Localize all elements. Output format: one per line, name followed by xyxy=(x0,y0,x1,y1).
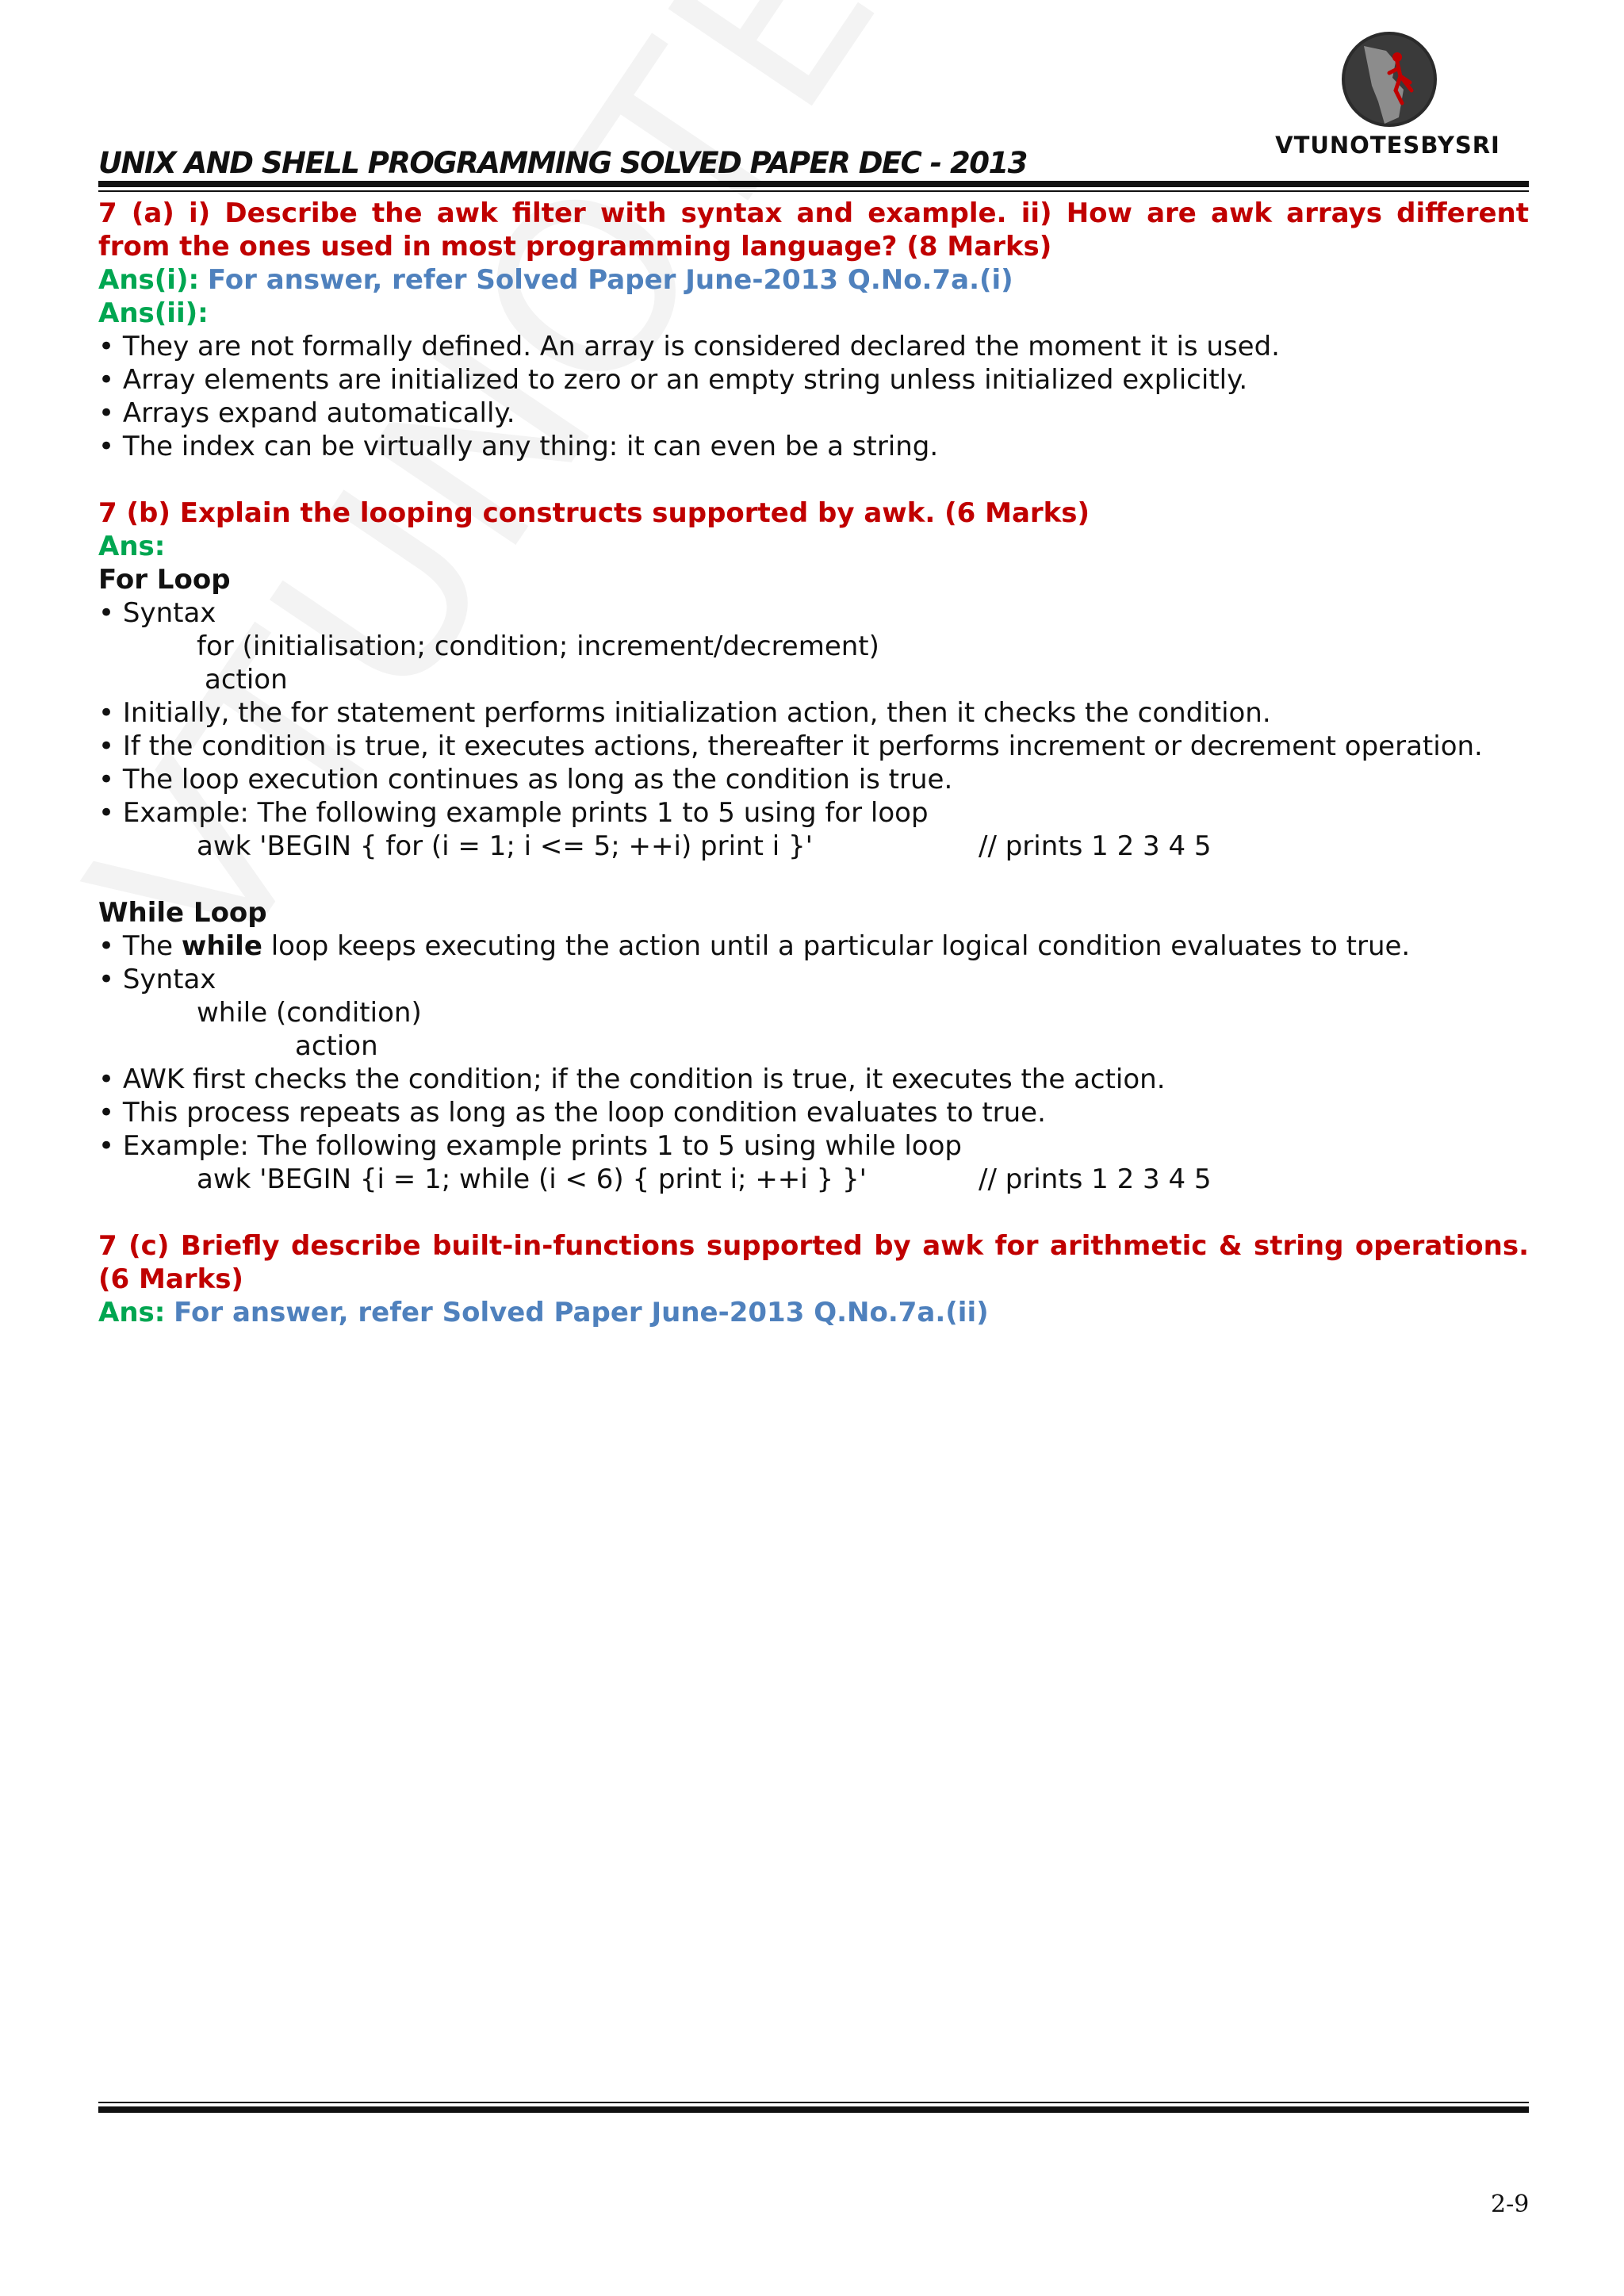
answer-reference: For answer, refer Solved Paper June-2013 Q.No.7a.(i) xyxy=(207,264,1013,296)
answer-label: Ans: xyxy=(98,1297,166,1328)
answer-reference: For answer, refer Solved Paper June-2013 Q.No.7a.(ii) xyxy=(174,1297,989,1328)
header-rule-thin xyxy=(98,190,1529,192)
header-rule-thick xyxy=(98,181,1529,187)
bullet-item xyxy=(98,930,1529,963)
code-example xyxy=(98,830,1529,863)
answer-7a-i xyxy=(98,263,1529,297)
code-comment: // prints 1 2 3 4 5 xyxy=(979,1163,1212,1195)
keyword-while: while xyxy=(181,930,262,962)
text-run: loop keeps executing the action until a particular logical condition evaluates to true. xyxy=(262,930,1411,962)
bullet-item: • Arrays expand automatically. xyxy=(98,397,515,429)
bullet-item: • AWK first checks the condition; if the condition is true, it executes the action. xyxy=(98,1064,1166,1095)
answer-label: Ans(i): xyxy=(98,264,200,296)
answer-label: Ans(ii): xyxy=(98,297,209,329)
bullet-item: • The loop execution continues as long as the condition is true. xyxy=(98,764,953,795)
bullet-item: • The index can be virtually any thing: it can even be a string. xyxy=(98,431,939,462)
footer-rule-thin xyxy=(98,2102,1529,2103)
text-run: • The xyxy=(98,930,182,962)
code-line: awk 'BEGIN {i = 1; while (i < 6) { print i; ++i } }' xyxy=(197,1163,867,1195)
page-header-title: UNIX AND SHELL PROGRAMMING SOLVED PAPER DEC - 2013 xyxy=(98,146,1027,180)
bullet-item: • Initially, the for statement performs initialization action, then it checks the condition. xyxy=(98,697,1271,729)
code-comment: // prints 1 2 3 4 5 xyxy=(979,830,1212,862)
bullet-item: • Example: The following example prints 1 to 5 using while loop xyxy=(98,1130,962,1162)
bullet-item: • They are not formally defined. An array is considered declared the moment it is used. xyxy=(98,331,1280,362)
spacer xyxy=(98,863,1529,896)
bullet-item: • This process repeats as long as the loop condition evaluates to true. xyxy=(98,1097,1046,1129)
answer-label: Ans: xyxy=(98,531,166,562)
spacer xyxy=(98,1196,1529,1229)
brand-name: VTUNOTESBYSRI xyxy=(1275,132,1500,159)
code-example xyxy=(98,1163,1529,1196)
bullet-item: • Example: The following example prints 1 to 5 using for loop xyxy=(98,797,929,829)
bullet-item: • Syntax xyxy=(98,964,216,995)
code-line: while (condition) xyxy=(197,997,422,1029)
question-7a: 7 (a) i) Describe the awk filter with syntax and example. ii) How are awk arrays different from the ones used in most programming language? (8 Marks) xyxy=(98,197,1529,263)
code-line: action xyxy=(205,664,288,696)
bullet-item: • If the condition is true, it executes actions, thereafter it performs increment or decrement operation. xyxy=(98,730,1483,762)
code-line: awk 'BEGIN { for (i = 1; i <= 5; ++i) print i }' xyxy=(197,830,813,862)
code-line: for (initialisation; condition; increment/decrement) xyxy=(197,631,879,662)
climber-logo-icon xyxy=(1340,30,1439,129)
spacer xyxy=(98,463,1529,496)
answer-7c xyxy=(98,1296,1529,1329)
while-loop-heading: While Loop xyxy=(98,897,267,929)
bullet-item: • Array elements are initialized to zero or an empty string unless initialized explicitly. xyxy=(98,364,1248,396)
document-body xyxy=(98,197,1529,1329)
code-line: action xyxy=(295,1030,378,1062)
for-loop-heading: For Loop xyxy=(98,564,231,596)
bullet-item: • Syntax xyxy=(98,597,216,629)
page-number: 2-9 xyxy=(1491,2191,1530,2218)
question-7c: 7 (c) Briefly describe built-in-functions supported by awk for arithmetic & string operations. (6 Marks) xyxy=(98,1230,1529,1295)
question-7b: 7 (b) Explain the looping constructs supported by awk. (6 Marks) xyxy=(98,497,1090,529)
footer-rule-thick xyxy=(98,2106,1529,2113)
